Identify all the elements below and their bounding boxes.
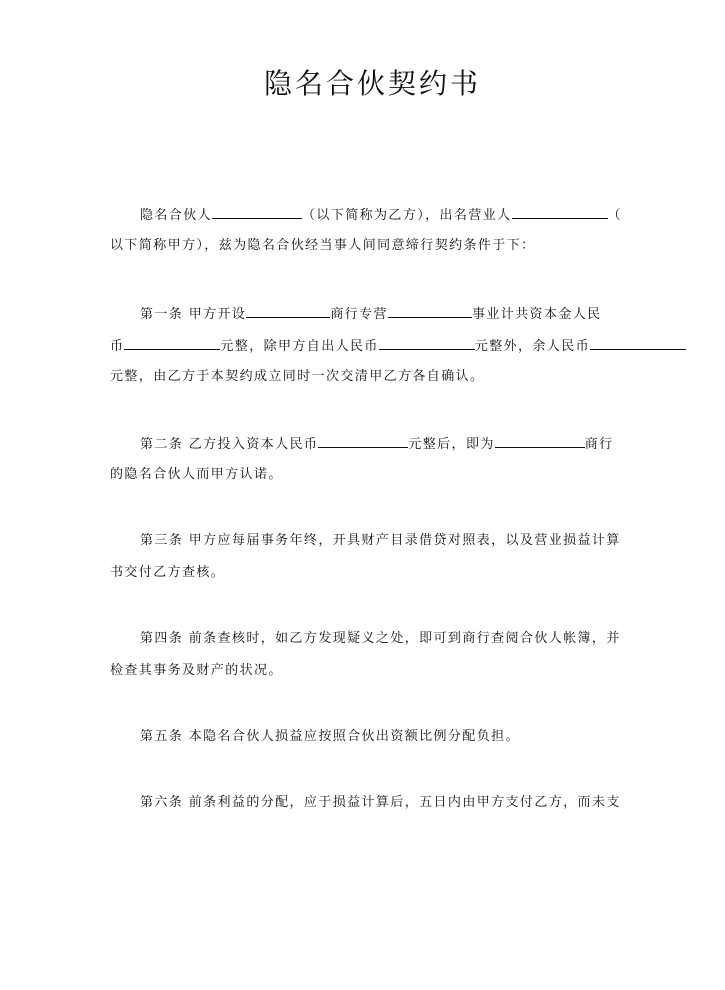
article-5-line-1 — [140, 729, 520, 745]
article-text: 第三条 甲方应每届事务年终，开具财产目录借贷对照表，以及营业损益计算 — [140, 533, 621, 548]
article-text: 元整后，即为 — [408, 437, 495, 452]
article-text: 事业计共资本金人民 — [471, 307, 602, 322]
intro-text: （ — [607, 208, 622, 223]
article-3-line-2 — [110, 565, 225, 581]
intro-text: 隐名合伙人 — [140, 208, 213, 223]
blank-field — [318, 435, 408, 448]
article-text: 币 — [110, 339, 125, 354]
article-text: 的隐名合伙人而甲方认诺。 — [110, 467, 283, 482]
article-text: 元整，除甲方自出人民币 — [220, 339, 379, 354]
article-4-line-1 — [140, 631, 621, 647]
article-2-line-2 — [110, 467, 283, 483]
article-text: 第四条 前条查核时，如乙方发现疑义之处，即可到商行查阅合伙人帐簿，并 — [140, 631, 621, 646]
document-title: 隐名合伙契约书 — [263, 67, 481, 100]
intro-line-2 — [110, 238, 536, 254]
article-1-line-2 — [110, 337, 686, 355]
blank-field — [495, 435, 585, 448]
intro-text: （以下简称为乙方），出名营业人 — [302, 208, 512, 223]
article-text: 检查其事务及财产的状况。 — [110, 663, 283, 678]
intro-line-1 — [140, 206, 622, 224]
blank-field — [388, 305, 472, 318]
article-text: 商行 — [584, 437, 614, 452]
article-1-line-1 — [140, 305, 602, 323]
article-text: 第五条 本隐名合伙人损益应按照合伙出资额比例分配负担。 — [140, 729, 520, 744]
article-text: 元整，由乙方于本契约成立同时一次交清甲乙方各自确认。 — [110, 369, 485, 384]
article-text: 第一条 甲方开设 — [140, 307, 247, 322]
blank-field — [246, 305, 330, 318]
blank-field — [590, 337, 686, 350]
article-1-line-3 — [110, 369, 484, 385]
article-3-line-1 — [140, 533, 621, 549]
intro-text: 以下简称甲方），兹为隐名合伙经当事人间同意缔行契约条件于下： — [110, 238, 536, 253]
article-text: 第二条 乙方投入资本人民币 — [140, 437, 319, 452]
blank-field — [212, 206, 302, 219]
blank-field — [512, 206, 608, 219]
article-text: 元整外，余人民币 — [474, 339, 591, 354]
blank-field — [379, 337, 475, 350]
article-text: 第六条 前条利益的分配，应于损益计算后，五日内由甲方支付乙方，而未支 — [140, 795, 621, 810]
article-text: 书交付乙方查核。 — [110, 565, 226, 580]
article-4-line-2 — [110, 663, 283, 679]
article-6-line-1 — [140, 795, 621, 811]
article-2-line-1 — [140, 435, 614, 453]
article-text: 商行专营 — [330, 307, 388, 322]
blank-field — [124, 337, 220, 350]
